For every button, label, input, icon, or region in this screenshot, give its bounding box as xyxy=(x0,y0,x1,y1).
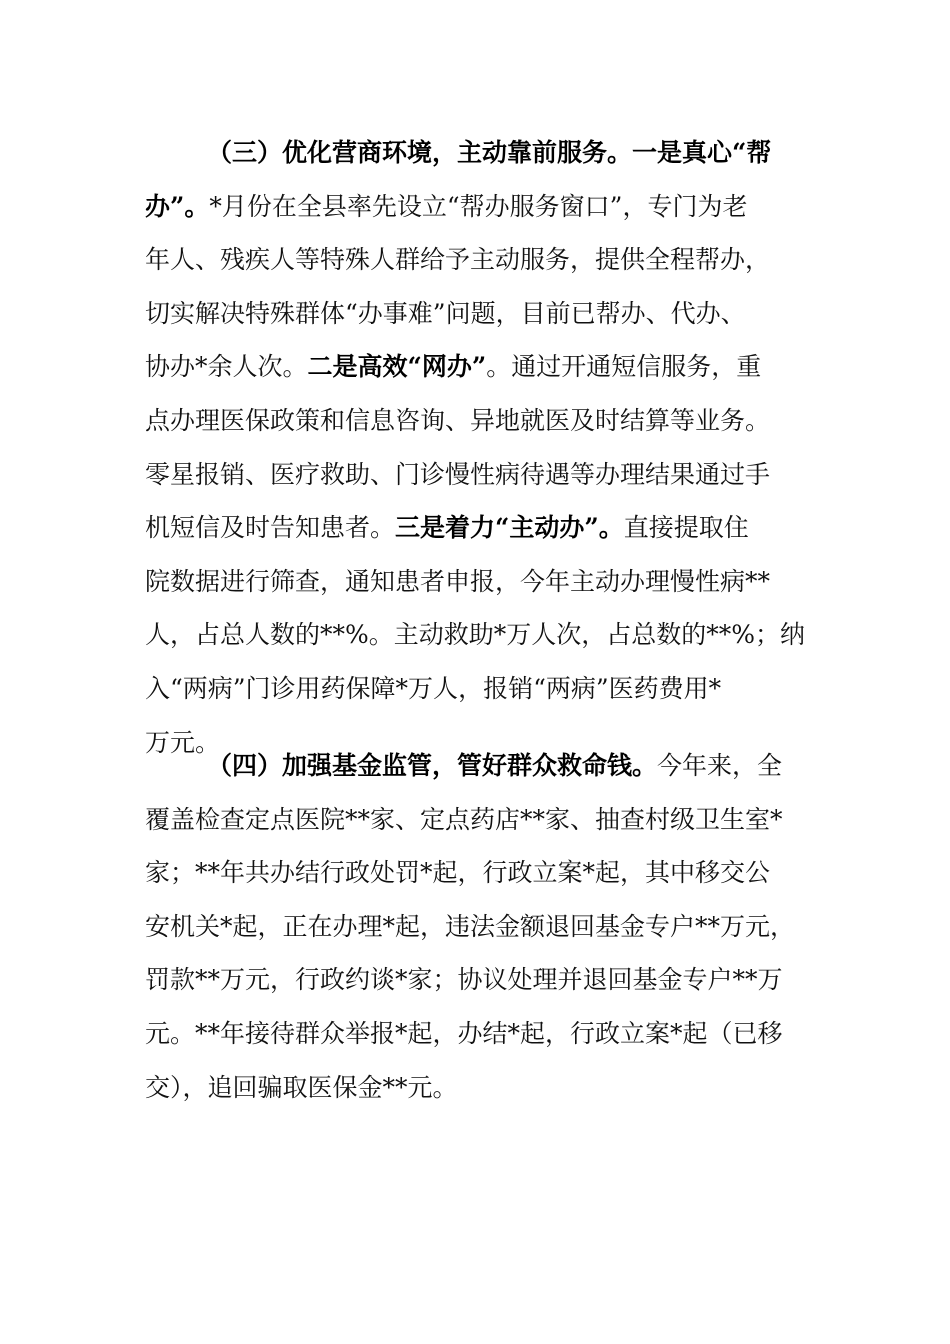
text-line xyxy=(145,662,805,716)
text-run: 元。**年接待群众举报*起，办结*起，行政立案*起（已移 xyxy=(145,1018,783,1048)
text-run: 零星报销、医疗救助、门诊慢性病待遇等办理结果通过手 xyxy=(145,459,771,489)
bold-text-run: 三是着力“主动办”。 xyxy=(395,513,624,543)
text-run: 万元。 xyxy=(145,727,221,757)
text-line xyxy=(145,1007,805,1061)
text-run: 人，占总人数的**%。主动救助*万人次，占总数的**%；纳 xyxy=(145,620,806,650)
text-run: 交），追回骗取医保金**元。 xyxy=(145,1072,458,1102)
text-run: 。通过开通短信服务，重 xyxy=(486,352,762,382)
text-run: 机短信及时告知患者。 xyxy=(145,513,396,543)
text-line xyxy=(145,793,805,847)
bold-text-run: （四）加强基金监管，管好群众救命钱。 xyxy=(207,751,658,780)
text-run: 点办理医保政策和信息咨询、异地就医及时结算等业务。 xyxy=(145,405,771,435)
text-line xyxy=(145,501,805,555)
text-run: 协办*余人次。 xyxy=(145,352,308,382)
text-run: 切实解决特殊群体“办事难”问题，目前已帮办、代办、 xyxy=(145,298,746,328)
text-line xyxy=(145,233,805,287)
text-line xyxy=(145,287,805,341)
text-run: 直接提取住 xyxy=(623,513,749,543)
text-line xyxy=(145,180,805,234)
text-run: 年人、残疾人等特殊人群给予主动服务，提供全程帮办， xyxy=(145,245,771,275)
text-line xyxy=(145,1061,805,1115)
bold-text-run: 二是高效“网办” xyxy=(307,352,487,382)
text-run: 院数据进行筛查，通知患者申报，今年主动办理慢性病** xyxy=(145,566,771,596)
text-run: 家；**年共办结行政处罚*起，行政立案*起，其中移交公 xyxy=(145,858,771,888)
bold-text-run: 办”。 xyxy=(145,191,210,221)
text-run: 安机关*起，正在办理*起，违法金额退回基金专户**万元， xyxy=(145,911,796,941)
text-line xyxy=(145,448,805,502)
text-line xyxy=(145,608,805,662)
text-line xyxy=(145,126,805,180)
text-run: 罚款**万元，行政约谈*家；协议处理并退回基金专户**万 xyxy=(145,965,783,995)
text-line xyxy=(145,394,805,448)
section-4-paragraph xyxy=(145,739,805,1114)
text-line xyxy=(145,900,805,954)
text-run: 覆盖检查定点医院**家、定点药店**家、抽查村级卫生室* xyxy=(145,804,783,834)
text-line xyxy=(145,555,805,609)
bold-text-run: （三）优化营商环境，主动靠前服务。一是真心“帮 xyxy=(207,138,772,167)
text-run: 入“两病”门诊用药保障*万人，报销“两病”医药费用* xyxy=(145,673,722,703)
text-line xyxy=(145,846,805,900)
text-line xyxy=(145,953,805,1007)
text-line xyxy=(145,340,805,394)
section-3-paragraph xyxy=(145,126,805,769)
text-run: *月份在全县率先设立“帮办服务窗口”，专门为老 xyxy=(209,191,748,221)
text-line xyxy=(145,739,805,793)
text-run: 今年来，全 xyxy=(657,751,783,780)
